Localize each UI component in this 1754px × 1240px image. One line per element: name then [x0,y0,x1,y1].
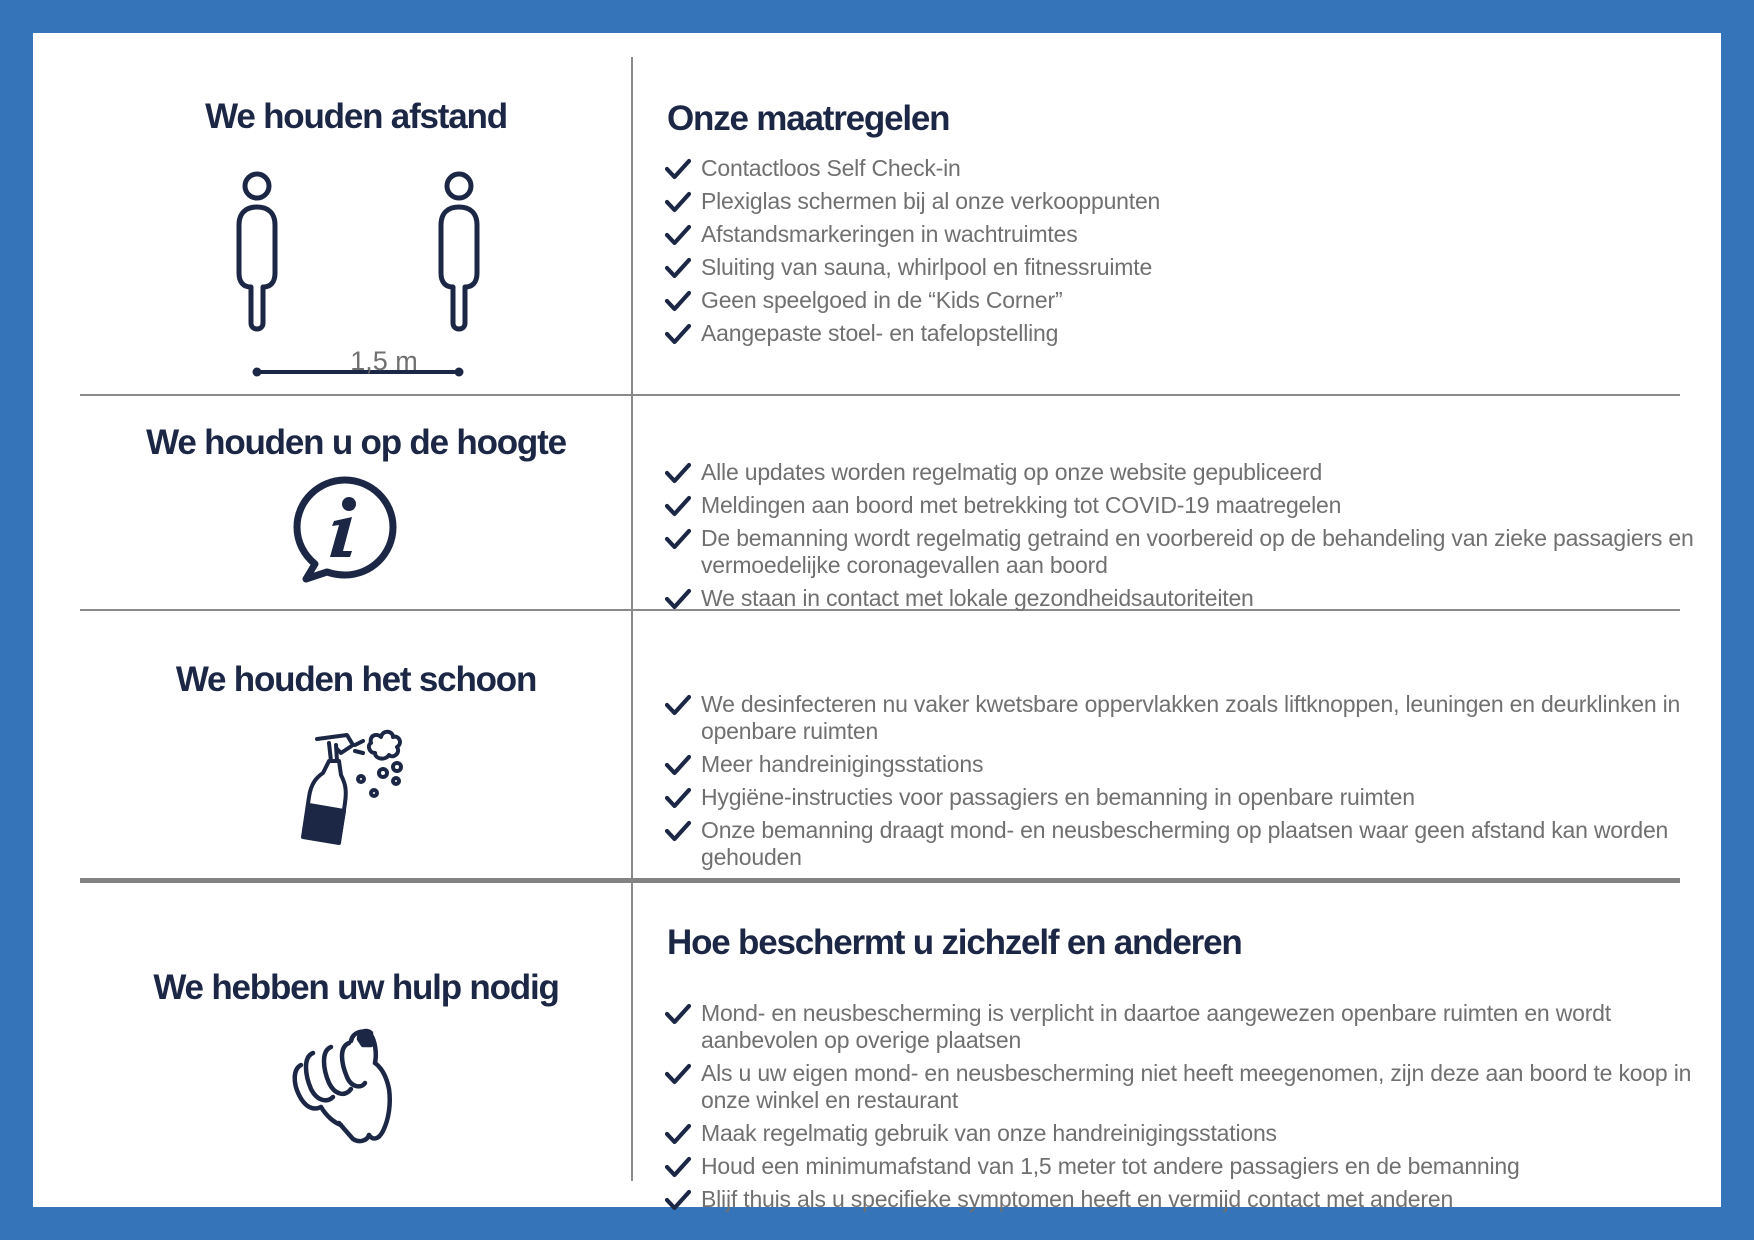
list-item [665,188,1715,215]
list-item [665,1153,1715,1180]
check-icon [665,787,691,809]
distance-label: 1,5 m [350,346,418,376]
measures-heading: Onze maatregelen [667,99,950,138]
row-divider-1 [80,394,1680,396]
list-item [665,784,1715,811]
check-icon [665,528,691,550]
help-list [665,1000,1715,1219]
list-item-text: We staan in contact met lokale gezondheidsautoriteiten [701,585,1254,611]
check-icon [665,1123,691,1145]
pointing-hand-icon [283,1023,433,1173]
list-item-text: Meldingen aan boord met betrekking tot COVID-19 maatregelen [701,492,1342,518]
list-item-text: Contactloos Self Check-in [701,155,961,181]
list-item-text: Geen speelgoed in de “Kids Corner” [701,287,1063,313]
list-item [665,525,1715,579]
list-item [665,1120,1715,1147]
list-item [665,492,1715,519]
list-item-text: Hygiëne-instructies voor passagiers en bemanning in openbare ruimten [701,784,1415,810]
list-item-text: We desinfecteren nu vaker kwetsbare oppervlakken zoals liftknoppen, leuningen en deurklinken in openbare ruimten [701,691,1681,744]
section-help-title: We hebben uw hulp nodig [153,968,559,1007]
check-icon [665,1189,691,1211]
list-item [665,1060,1715,1114]
list-item [665,691,1715,745]
measures-list [665,155,1715,353]
measures-card [33,33,1721,1212]
check-icon [665,224,691,246]
list-item-text: Alle updates worden regelmatig op onze website gepubliceerd [701,459,1323,485]
check-icon [665,694,691,716]
list-item [665,585,1715,612]
row-divider-3 [80,878,1680,883]
info-bubble-icon [292,475,398,585]
spray-bottle-icon [289,719,439,851]
check-icon [665,191,691,213]
protection-heading: Hoe beschermt u zichzelf en anderen [667,923,1242,962]
list-item-text: Aangepaste stoel- en tafelopstelling [701,320,1059,346]
list-item [665,751,1715,778]
list-item [665,459,1715,486]
list-item-text: Plexiglas schermen bij al onze verkooppunten [701,188,1161,214]
list-item [665,155,1715,182]
check-icon [665,257,691,279]
check-icon [665,290,691,312]
check-icon [665,588,691,610]
list-item [665,287,1715,314]
list-item-text: Meer handreinigingsstations [701,751,984,777]
list-item [665,1000,1715,1054]
list-item-text: De bemanning wordt regelmatig getraind en voorbereid op de behandeling van zieke passagiers en vermoedelijke coronagevallen aan boord [701,525,1694,578]
check-icon [665,495,691,517]
check-icon [665,323,691,345]
list-item-text: Afstandsmarkeringen in wachtruimtes [701,221,1078,247]
section-distance-title: We houden afstand [205,97,507,136]
check-icon [665,1063,691,1085]
list-item [665,320,1715,347]
check-icon [665,1003,691,1025]
check-icon [665,462,691,484]
section-information-title: We houden u op de hoogte [146,423,566,462]
list-item [665,254,1715,281]
list-item-text: Blijf thuis als u specifieke symptomen heeft en vermijd contact met anderen [701,1186,1454,1212]
list-item-text: Maak regelmatig gebruik van onze handreinigingsstations [701,1120,1277,1146]
list-item-text: Mond- en neusbescherming is verplicht in daartoe aangewezen openbare ruimten en wordt aanbevolen op overige plaatsen [701,1000,1611,1053]
check-icon [665,158,691,180]
list-item [665,817,1715,871]
list-item-text: Houd een minimumafstand van 1,5 meter tot andere passagiers en de bemanning [701,1153,1520,1179]
list-item [665,1186,1715,1213]
check-icon [665,820,691,842]
clean-list [665,691,1715,877]
information-list [665,459,1715,618]
column-divider [631,57,633,1181]
list-item-text: Als u uw eigen mond- en neusbescherming niet heeft meegenomen, zijn deze aan boord te koop in onze winkel en restaurant [701,1060,1692,1113]
section-clean-title: We houden het schoon [175,660,537,699]
list-item-text: Onze bemanning draagt mond- en neusbescherming op plaatsen waar geen afstand kan worden gehouden [701,817,1669,870]
check-icon [665,754,691,776]
check-icon [665,1156,691,1178]
list-item-text: Sluiting van sauna, whirlpool en fitnessruimte [701,254,1153,280]
list-item [665,221,1715,248]
